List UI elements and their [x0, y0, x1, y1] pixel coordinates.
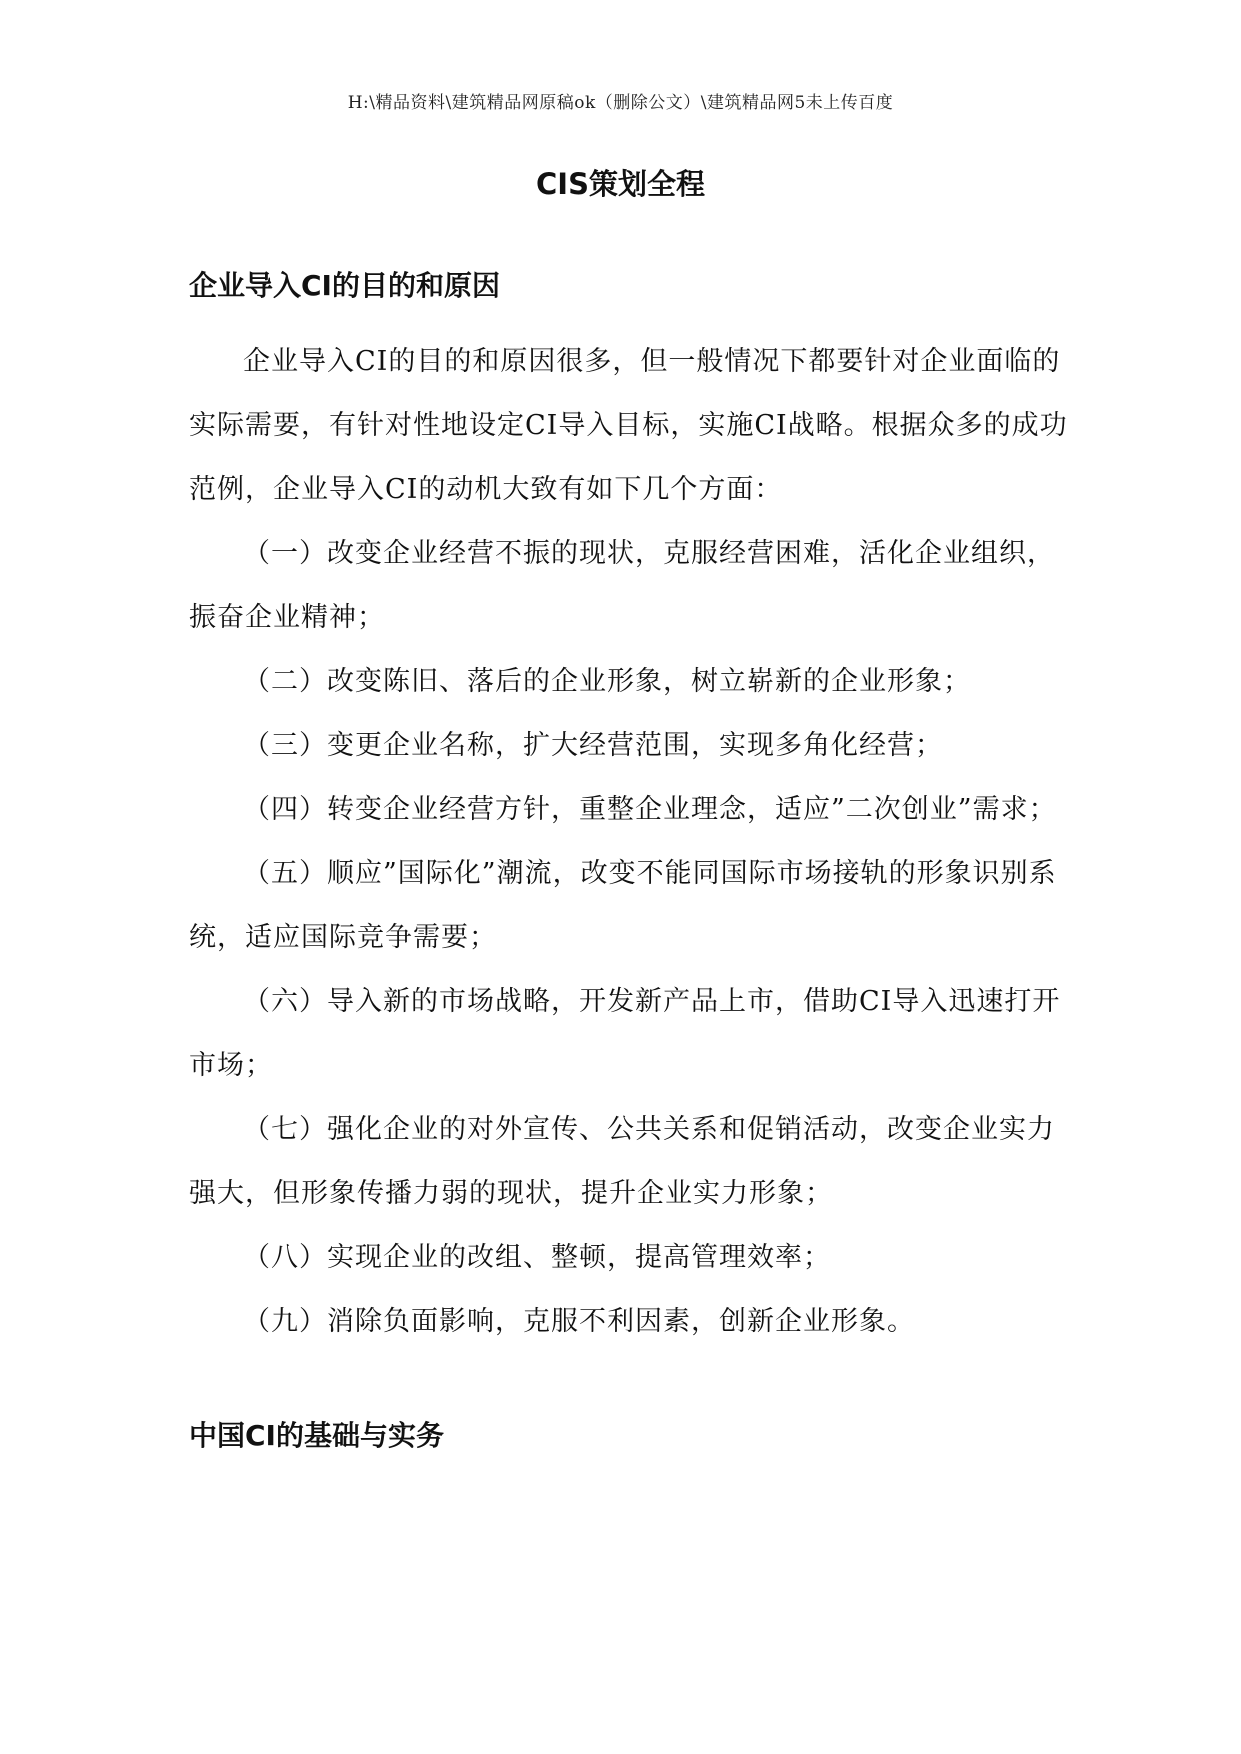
- file-path-header: H:\精品资料\建筑精品网原稿ok（删除公文）\建筑精品网5未上传百度: [347, 93, 894, 113]
- section-spacer: [189, 1354, 1079, 1416]
- list-item: （五）顺应”国际化”潮流，改变不能同国际市场接轨的形象识别系统，适应国际竞争需要；: [189, 858, 1057, 953]
- list-item: （三）变更企业名称，扩大经营范围，实现多角化经营；: [243, 730, 943, 761]
- list-item: （九）消除负面影响，克服不利因素，创新企业形象。: [243, 1306, 915, 1337]
- intro-paragraph: 企业导入CI的目的和原因很多，但一般情况下都要针对企业面临的实际需要，有针对性地设定CI导入目标，实施CI战略。根据众多的成功范例，企业导入CI的动机大致有如下几个方面：: [189, 346, 1068, 505]
- list-item: （七）强化企业的对外宣传、公共关系和促销活动，改变企业实力强大，但形象传播力弱的现状，提升企业实力形象；: [189, 1114, 1055, 1209]
- list-item: （八）实现企业的改组、整顿，提高管理效率；: [243, 1242, 831, 1273]
- list-item: （二）改变陈旧、落后的企业形象，树立崭新的企业形象；: [243, 666, 971, 697]
- document-title: CIS策划全程: [536, 167, 705, 201]
- list-item: （一）改变企业经营不振的现状，克服经营困难，活化企业组织，振奋企业精神；: [189, 538, 1055, 633]
- list-item: （六）导入新的市场战略，开发新产品上市，借助CI导入迅速打开市场；: [189, 986, 1061, 1081]
- section-heading: 企业导入CI的目的和原因: [189, 269, 500, 302]
- document-body: [189, 266, 1079, 1480]
- section-heading: 中国CI的基础与实务: [189, 1419, 444, 1452]
- list-item: （四）转变企业经营方针，重整企业理念，适应”二次创业”需求；: [243, 794, 1057, 825]
